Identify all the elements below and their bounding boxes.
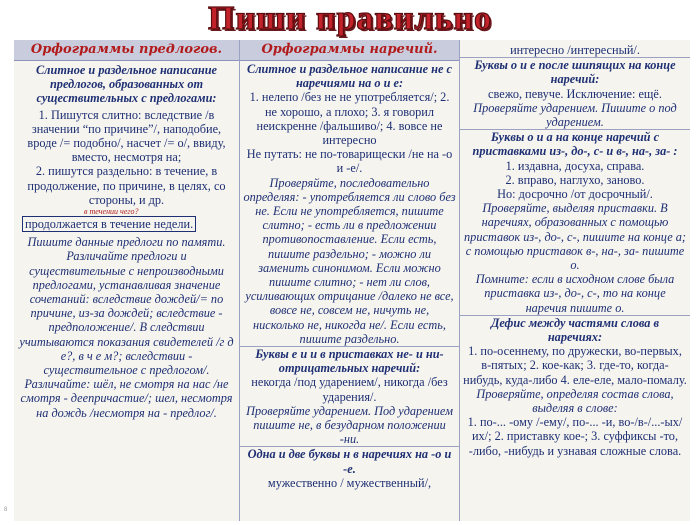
prepositions-separate-list: 2. пишутся раздельно: в течение, в продолжение, по причине, в целях, со стороны, и др. [27,164,226,207]
ne-adverbs-dont-confuse: Не путать: не по-товарищески /не на -о и -е/. [246,147,453,176]
o-e-check: Проверяйте ударением. Пишите о под ударением. [473,100,677,130]
column-prepositions [14,40,240,521]
example-phrase: продолжается в течение недели. [22,216,196,232]
n-nn-example: мужественно / мужественный/, [267,475,432,490]
rule-title-ne-adverbs: Слитное и раздельное написание не с наречиями на о и е: [247,62,452,91]
o-a-examples-1: 1. издавна, досуха, справа. [505,158,645,173]
rule-title-n-nn: Одна и две буквы н в наречиях на -о и -е. [240,446,459,475]
poster-title: Пиши правильно [208,0,492,37]
hyphen-parts: 1. по-... -ому /-ему/, по-... -и, во-/в-/...-ых/их/; 2. приставку кое-; 3. суффиксы -то, -либо, -нибудь и узнавая сложные слова. [467,415,683,458]
header-prepositions: Орфограммы предлогов. [14,40,239,61]
header-adverbs: Орфограммы наречий. [240,40,459,61]
ne-adverbs-examples: 1. нелепо /без не не употребляется/; 2. не хорошо, а плохо; 3. я говорил неискренне /фальшиво/; 4. вовсе не интересно [249,90,450,148]
column-adverbs-continued [460,40,690,521]
hyphen-check: Проверяйте, определяя состав слова, выделяя в слове: [476,386,674,416]
ne-ni-examples: некогда /под ударением/, никогда /без ударения/. [251,375,448,404]
ne-ni-check: Проверяйте ударением. Под ударением пишите не, в безударном положении -ни. [246,403,453,447]
o-a-exception: Но: досрочно /от досрочный/. [497,187,653,202]
prepositions-joint-list: 1. Пишутся слитно: вследствие /в значении “по причине”/, наподобие, вроде /= подобно/, насчет /= о/, ввиду, вместо, несмотря на; [27,107,226,165]
rule-title-prepositions: Слитное и раздельное написание предлогов, образованных от существительных с предлогами: [35,63,218,106]
prepositions-distinguish: Различайте: шёл, не смотря на нас /не смотря - деепричастие/; шел, несмотря на дождь /несмотря на - предлог/. [20,377,233,420]
o-e-examples: свежо, певуче. Исключение: ещё. [488,86,662,101]
hyphen-examples: 1. по-осеннему, по дружески, во-первых, в-пятых; 2. кое-как; 3. где-то, когда-нибудь, куда-либо 4. еле-еле, мало-помалу. [463,344,687,387]
o-a-examples-2: 2. вправо, наглухо, заново. [505,172,645,187]
rule-title-o-e-after-sibilants: Буквы о и е после шипящих на конце наречий: [460,57,690,86]
rule-title-hyphen: Дефис между частями слова в наречиях: [460,315,690,344]
page-number: 8 [4,507,8,513]
o-a-check: Проверяйте, выделяя приставки. В наречиях, образованных с помощью приставок из-, до-, с-, пишите на конце а; с помощью приставок в-, на-, за- пишите о. [464,201,686,273]
prepositions-explanation: Пишите данные предлоги по памяти. Различайте предлоги и существительные с непроизводными предлогами, устанавливая значение сочетаний: вследствие дождей/= по причине, из-за дождей; вследствие - предположение/. В следствии учитываются показания свидетелей /г д е?, в ч е м?; вследствии - существительное с предлогом/. [19,235,234,378]
rule-title-o-a-endings: Буквы о и а на конце наречий с приставками из-, до-, с- и в-, на-, за- : [460,129,690,158]
ne-adverbs-check: Проверяйте, последовательно определяя: - употребляется ли слово без не. Если не употребляется, пишите слитно; - есть ли в предложении противопоставление. Если есть, пишите раздельно; - можно ли заменить синонимом. Если можно пишите слитно; - нет ли слов, усиливающих отрицание /далеко не все, вовсе не, совсем не, ничуть не, нисколько не, никогда не/. Если есть, пишите раздельно. [243,175,456,346]
column-adverbs [240,40,460,521]
n-nn-example-continued: интересно /интересный/. [510,43,640,57]
rule-title-ne-ni-prefixes: Буквы е и и в приставках не- и ни- отрицательных наречий: [240,346,459,375]
o-a-remember: Помните: если в исходном слове была приставка из-, до-, с-, то на конце наречия пишите о. [475,272,675,315]
margin-note: в течении чего? [84,207,139,217]
